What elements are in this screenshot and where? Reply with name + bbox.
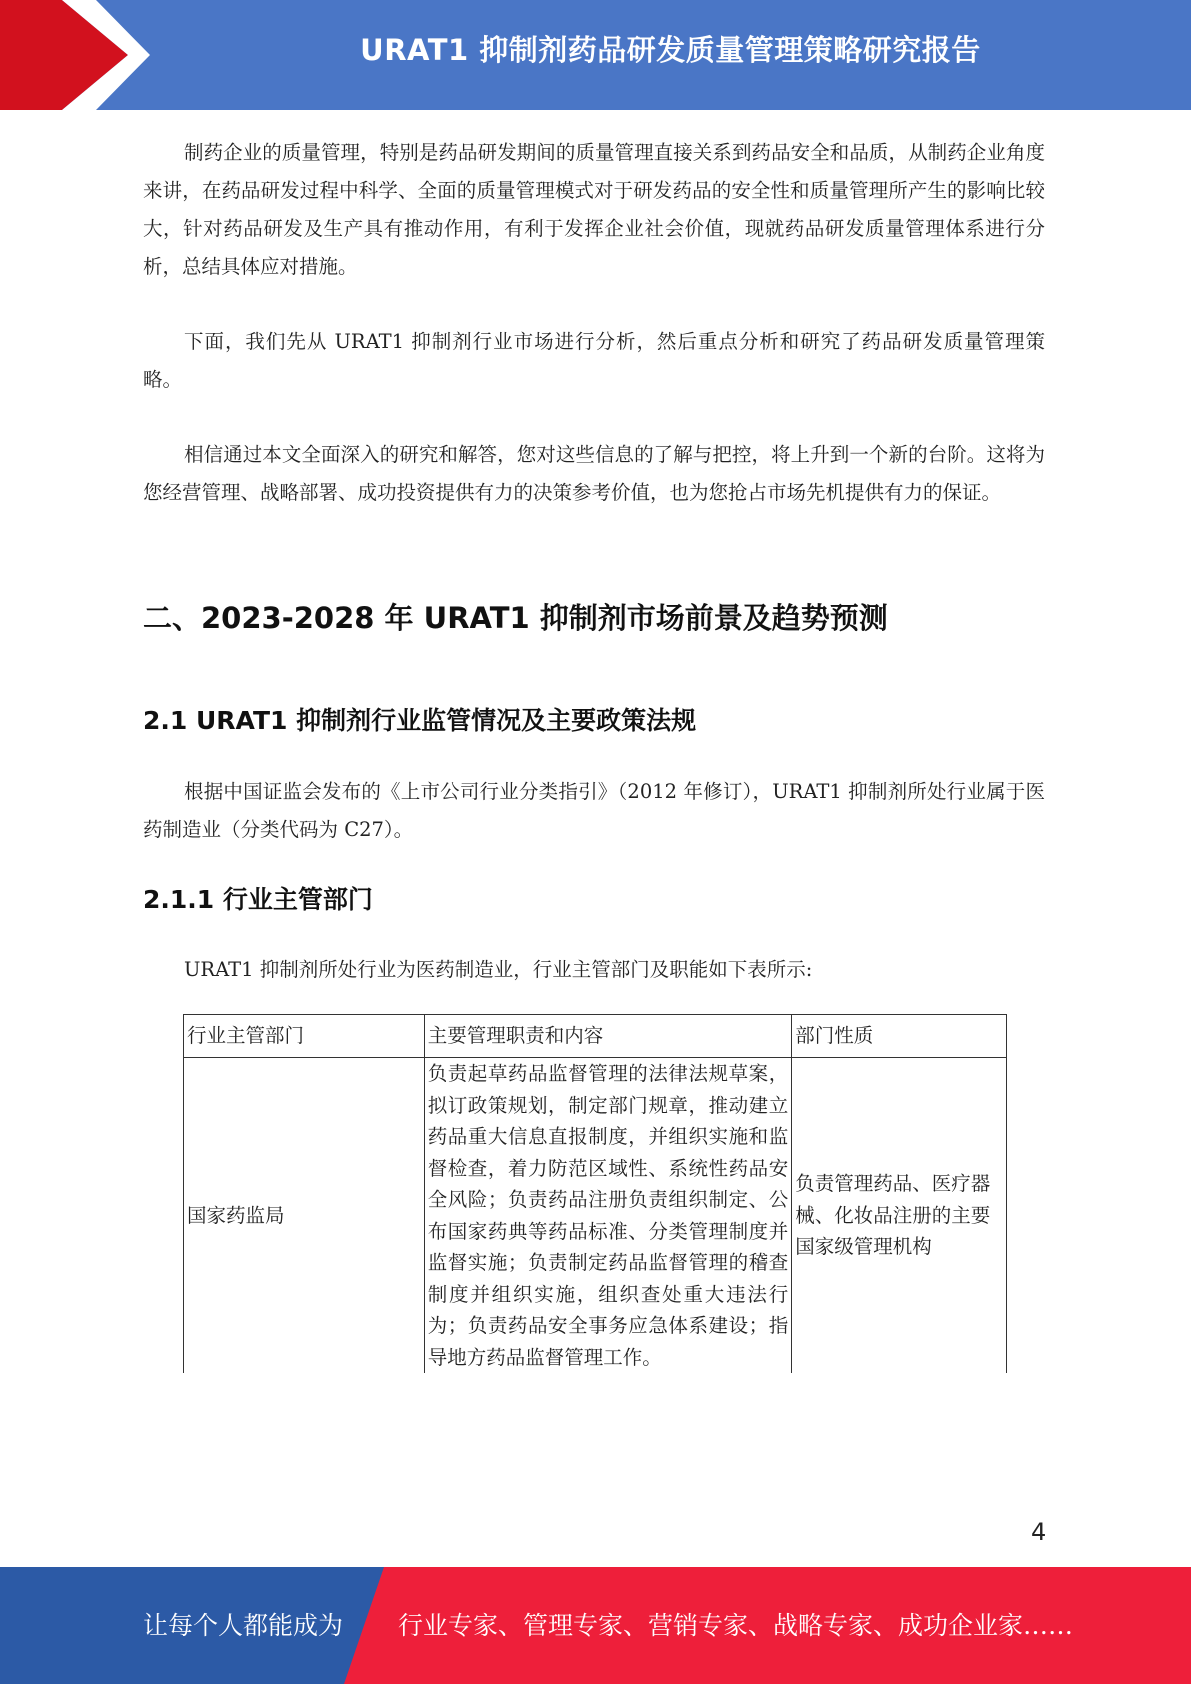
section-heading: 二、2023-2028 年 URAT1 抑制剂市场前景及趋势预测 <box>143 601 888 635</box>
table-header-nature: 部门性质 <box>792 1015 1007 1058</box>
subsection-paragraph: 根据中国证监会发布的《上市公司行业分类指引》（2012 年修订），URAT1 抑制剂所处行业属于医药制造业（分类代码为 C27）。 <box>143 780 1045 841</box>
page-footer <box>0 1567 1191 1684</box>
department-table <box>183 1014 1007 1373</box>
table-header-row <box>184 1015 1007 1058</box>
page-header <box>0 0 1191 110</box>
table-cell-department: 国家药监局 <box>184 1058 425 1374</box>
footer-slogan-right: 行业专家、管理专家、营销专家、战略专家、成功企业家…… <box>398 1611 1074 1640</box>
intro-paragraph-1: 制药企业的质量管理，特别是药品研发期间的质量管理直接关系到药品安全和品质，从制药企业角度来讲，在药品研发过程中科学、全面的质量管理模式对于研发药品的安全性和质量管理所产生的影响比较大，针对药品研发及生产具有推动作用，有利于发挥企业社会价值，现就药品研发质量管理体系进行分析，总结具体应对措施。 <box>143 141 1045 278</box>
table-row <box>184 1058 1007 1374</box>
table-cell-duties: 负责起草药品监督管理的法律法规草案，拟订政策规划，制定部门规章，推动建立药品重大信息直报制度，并组织实施和监督检查，着力防范区域性、系统性药品安全风险；负责药品注册负责组织制定、公布国家药典等药品标准、分类管理制度并监督实施；负责制定药品监督管理的稽查制度并组织实施，组织查处重大违法行为；负责药品安全事务应急体系建设；指导地方药品监督管理工作。 <box>424 1058 792 1374</box>
table-intro-paragraph: URAT1 抑制剂所处行业为医药制造业，行业主管部门及职能如下表所示: <box>184 958 813 981</box>
subsection-heading-2-1: 2.1 URAT1 抑制剂行业监管情况及主要政策法规 <box>143 706 697 735</box>
page-number: 4 <box>1031 1518 1047 1546</box>
table-cell-nature: 负责管理药品、医疗器械、化妆品注册的主要国家级管理机构 <box>792 1058 1007 1374</box>
subsection-heading-2-1-1: 2.1.1 行业主管部门 <box>143 885 373 914</box>
footer-slogan-left: 让每个人都能成为 <box>143 1611 344 1640</box>
header-title: URAT1 抑制剂药品研发质量管理策略研究报告 <box>360 33 981 67</box>
table-header-department: 行业主管部门 <box>184 1015 425 1058</box>
table-header-duties: 主要管理职责和内容 <box>424 1015 792 1058</box>
intro-paragraph-3: 相信通过本文全面深入的研究和解答，您对这些信息的了解与把控，将上升到一个新的台阶。这将为您经营管理、战略部署、成功投资提供有力的决策参考价值，也为您抢占市场先机提供有力的保证。 <box>143 443 1045 504</box>
intro-paragraph-2: 下面，我们先从 URAT1 抑制剂行业市场进行分析，然后重点分析和研究了药品研发质量管理策略。 <box>143 330 1045 391</box>
